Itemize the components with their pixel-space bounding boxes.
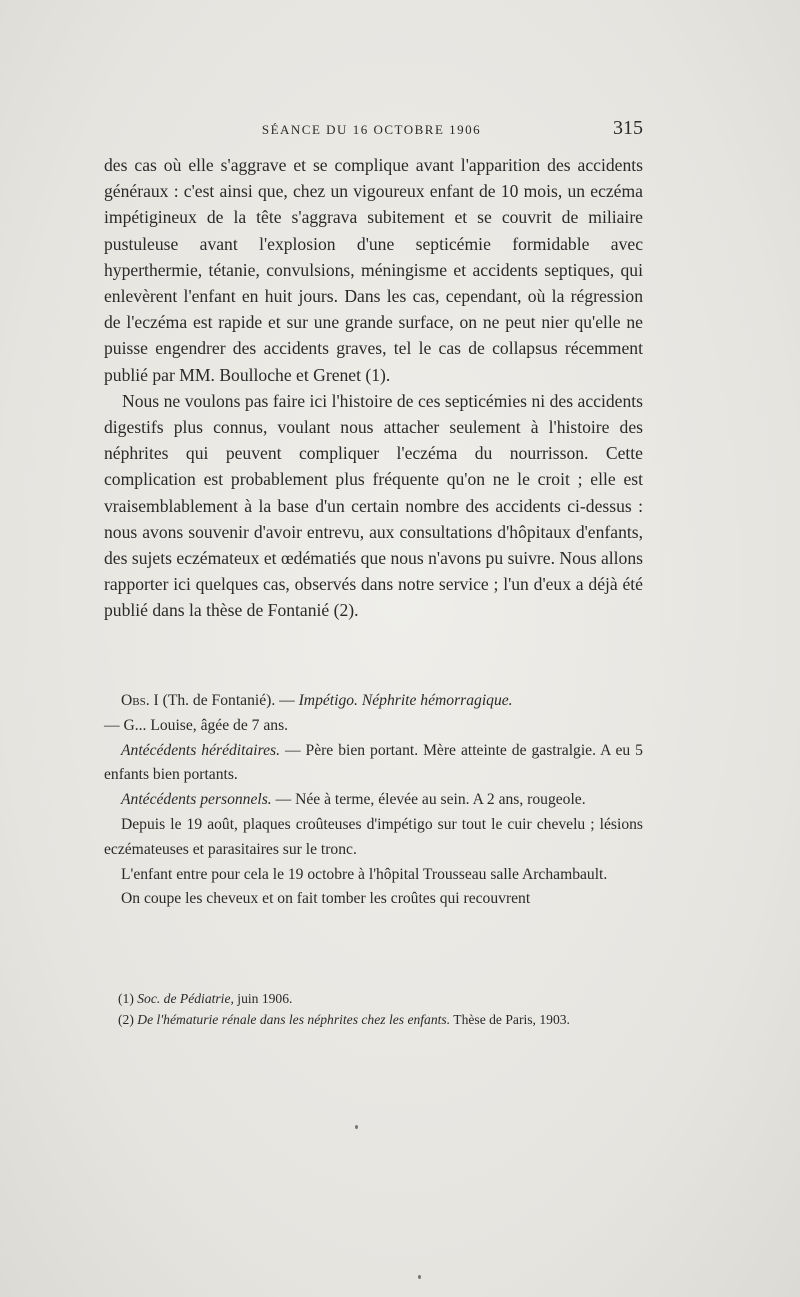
observation-heading xyxy=(104,689,643,714)
paragraph-coupe: On coupe les cheveux et on fait tomber les croûtes qui recouvrent xyxy=(121,890,531,908)
obs-title: Impétigo. Néphrite hémorragique. xyxy=(298,692,513,709)
personal-history xyxy=(104,788,643,813)
obs-source: (Th. de Fontanié). xyxy=(162,692,276,709)
paragraph-1: des cas où elle s'aggrave et se complique avant l'apparition des accidents généraux : c'est ainsi que, chez un vigoureux enfant de 10 mois, un eczéma impétigineux de la tête s'aggrava subitement et se couvrit de miliaire pustuleuse avant l'explosion d'une septicémie formidable avec hyperthermie, tétanie, convulsions, méningisme et accidents septiques, qui enlevèrent l'enfant en huit jours. Dans les cas, cependant, où la régression de l'eczéma est rapide et sur une grande surface, on ne peut nier qu'elle ne puisse engendrer des accidents graves, tel le cas de collapsus récemment publié par MM. Boulloche et Grenet (1). xyxy=(104,155,643,385)
fn1-num: (1) xyxy=(118,991,138,1006)
footnote-2 xyxy=(104,1010,643,1031)
paper-speck xyxy=(418,1275,421,1279)
running-head: SÉANCE DU 16 OCTOBRE 1906 xyxy=(261,122,482,137)
footnotes xyxy=(104,989,643,1030)
hered-label: Antécédents héréditaires. xyxy=(121,741,280,759)
footnote-1 xyxy=(104,989,643,1010)
page-number: 315 xyxy=(613,117,643,139)
fn2-num: (2) xyxy=(118,1011,138,1027)
paper-speck xyxy=(355,1125,358,1129)
observation-block xyxy=(104,689,643,912)
obs-label: Obs. I xyxy=(121,692,159,709)
obs-dash: — xyxy=(275,692,299,709)
fn1-source: Soc. de Pédiatrie, xyxy=(137,991,234,1006)
patient-line: — G... Louise, âgée de 7 ans. xyxy=(104,716,289,734)
hered-text: — Père bien portant. Mère atteinte de gastralgie. A eu 5 enfants bien portants. xyxy=(104,741,643,784)
main-text xyxy=(104,152,643,624)
paragraph-depuis: Depuis le 19 août, plaques croûteuses d'impétigo sur tout le cuir chevelu ; lésions eczémateuses et parasitaires sur le tronc. xyxy=(104,815,643,858)
paragraph-2: Nous ne voulons pas faire ici l'histoire de ces septicémies ni des accidents digestifs plus connus, voulant nous attacher seulement à l'histoire des néphrites qui peuvent compliquer l'eczéma du nourrisson. Cette complication est probablement plus fréquente qu'on ne le croit ; elle est vraisemblablement à la base d'un certain nombre des accidents ci-dessus : nous avons souvenir d'avoir entrevu, aux consultations d'hôpitaux d'enfants, des sujets eczémateux et œdématiés que nous n'avons pu suivre. Nous allons rapporter ici quelques cas, observés dans notre service ; l'un d'eux a déjà été publié dans la thèse de Fontanié (2). xyxy=(104,390,643,621)
fn2-source: De l'hématurie rénale dans les néphrites chez les enfants. xyxy=(137,1011,451,1027)
paragraph-enfant: L'enfant entre pour cela le 19 octobre à l'hôpital Trousseau salle Archambault. xyxy=(121,865,608,883)
hereditary-history xyxy=(104,739,643,789)
pers-label: Antécédents personnels. xyxy=(121,791,272,809)
fn2-rest: Thèse de Paris, 1903. xyxy=(450,1011,570,1027)
page-header xyxy=(104,117,643,140)
fn1-rest: juin 1906. xyxy=(233,991,293,1006)
pers-text: — Née à terme, élevée au sein. A 2 ans, rougeole. xyxy=(271,791,586,809)
